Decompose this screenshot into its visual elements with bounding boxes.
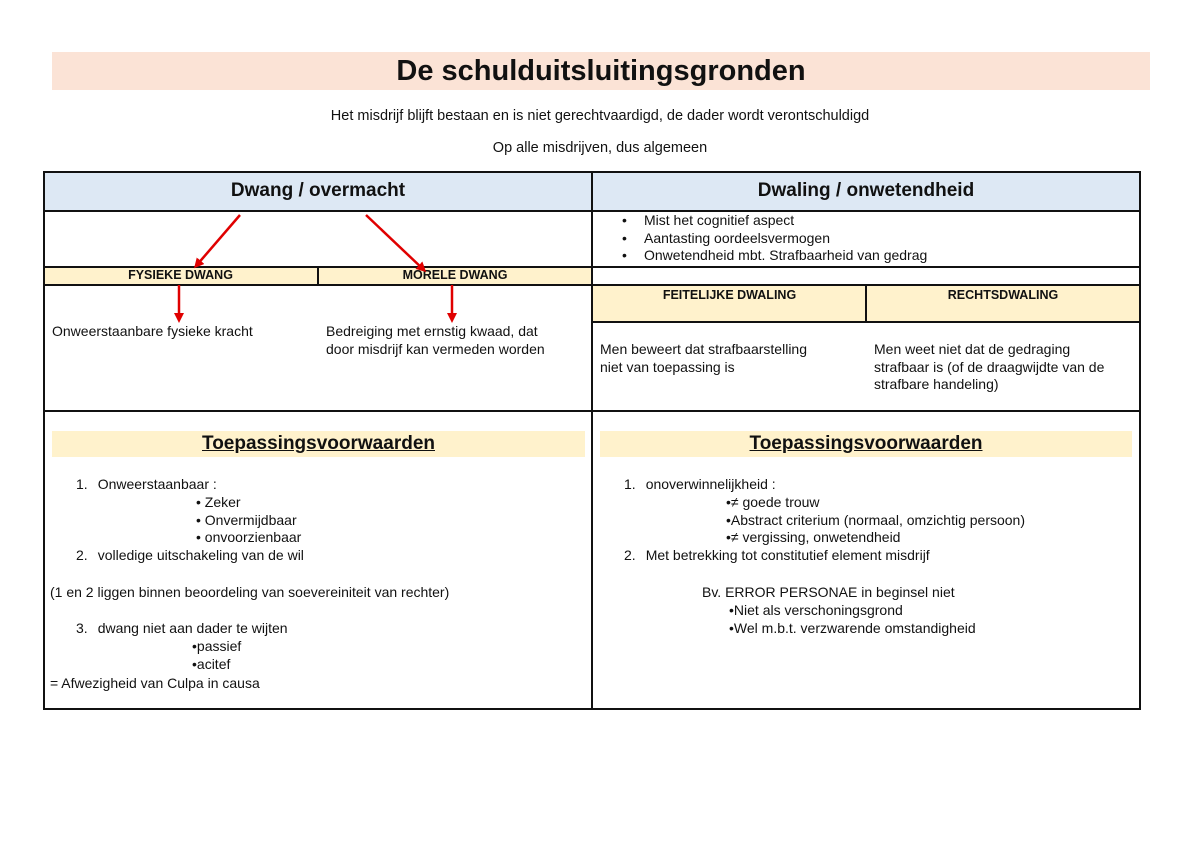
left-item-1-bullets bbox=[196, 494, 301, 547]
left-item-3-bullets bbox=[192, 638, 241, 673]
list-item: • onvoorzienbaar bbox=[196, 529, 302, 545]
left-item-1: 1. Onweerstaanbaar : bbox=[76, 476, 217, 492]
list-item: •Niet als verschoningsgrond bbox=[729, 602, 903, 618]
list-item: •acitef bbox=[192, 655, 231, 672]
desc-rechtsdwaling: Men weet niet dat de gedraging strafbaar is (of de draagwijdte van de strafbare handeling) bbox=[874, 341, 1105, 392]
header-dwang: Dwang / overmacht bbox=[44, 172, 592, 210]
subtitle-2: Op alle misdrijven, dus algemeen bbox=[492, 140, 708, 156]
list-item: •≠ vergissing, onwetendheid bbox=[726, 529, 901, 545]
left-item-2: 2. volledige uitschakeling van de wil bbox=[76, 547, 304, 563]
list-item: • Zeker bbox=[196, 494, 241, 510]
subtitle-1: Het misdrijf blijft bestaan en is niet gerechtvaardigd, de dader wordt verontschuldigd bbox=[330, 108, 870, 124]
sub-header-morele-dwang: MORELE DWANG bbox=[318, 267, 592, 284]
right-item-1: 1. onoverwinnelijkheid : bbox=[624, 476, 776, 492]
conditions-title-left: Toepassingsvoorwaarden bbox=[202, 433, 435, 454]
desc-morele-dwang: Bedreiging met ernstig kwaad, dat door misdrijf kan vermeden worden bbox=[326, 323, 545, 357]
header-dwaling: Dwaling / onwetendheid bbox=[593, 172, 1139, 210]
right-example: Bv. ERROR PERSONAE in beginsel niet bbox=[702, 584, 955, 600]
list-item: • Onwetendheid mbt. Strafbaarheid van gedrag bbox=[622, 247, 928, 263]
desc-feitelijke-dwaling: Men beweert dat strafbaarstelling niet van toepassing is bbox=[600, 341, 807, 375]
right-example-bullets bbox=[729, 602, 976, 637]
conditions-title-right: Toepassingsvoorwaarden bbox=[749, 433, 983, 454]
list-item: •Wel m.b.t. verzwarende omstandigheid bbox=[729, 619, 976, 636]
list-item: • Mist het cognitief aspect bbox=[622, 212, 795, 228]
sub-header-rechtsdwaling: RECHTSDWALING bbox=[867, 285, 1139, 321]
page-title: De schulduitsluitingsgronden bbox=[396, 55, 806, 87]
list-item: • Onvermijdbaar bbox=[196, 511, 297, 528]
sub-header-fysieke-dwang: FYSIEKE DWANG bbox=[44, 267, 317, 284]
dwaling-bullet-list bbox=[622, 212, 1132, 265]
list-item: •Abstract criterium (normaal, omzichtig persoon) bbox=[726, 511, 1026, 528]
left-note: (1 en 2 liggen binnen beoordeling van soevereiniteit van rechter) bbox=[50, 584, 450, 600]
right-item-2: 2. Met betrekking tot constitutief element misdrijf bbox=[624, 547, 930, 563]
list-item: •passief bbox=[192, 638, 242, 654]
arrow-to-fysieke-dwang bbox=[196, 215, 240, 266]
list-item: • Aantasting oordeelsvermogen bbox=[622, 229, 831, 246]
right-item-1-bullets bbox=[726, 494, 1025, 547]
desc-fysieke-dwang: Onweerstaanbare fysieke kracht bbox=[52, 323, 253, 339]
left-conclusion: = Afwezigheid van Culpa in causa bbox=[50, 675, 260, 691]
sub-header-feitelijke-dwaling: FEITELIJKE DWALING bbox=[593, 285, 866, 321]
left-item-3: 3. dwang niet aan dader te wijten bbox=[76, 620, 288, 636]
list-item: •≠ goede trouw bbox=[726, 494, 820, 510]
arrow-to-morele-dwang bbox=[366, 215, 424, 270]
